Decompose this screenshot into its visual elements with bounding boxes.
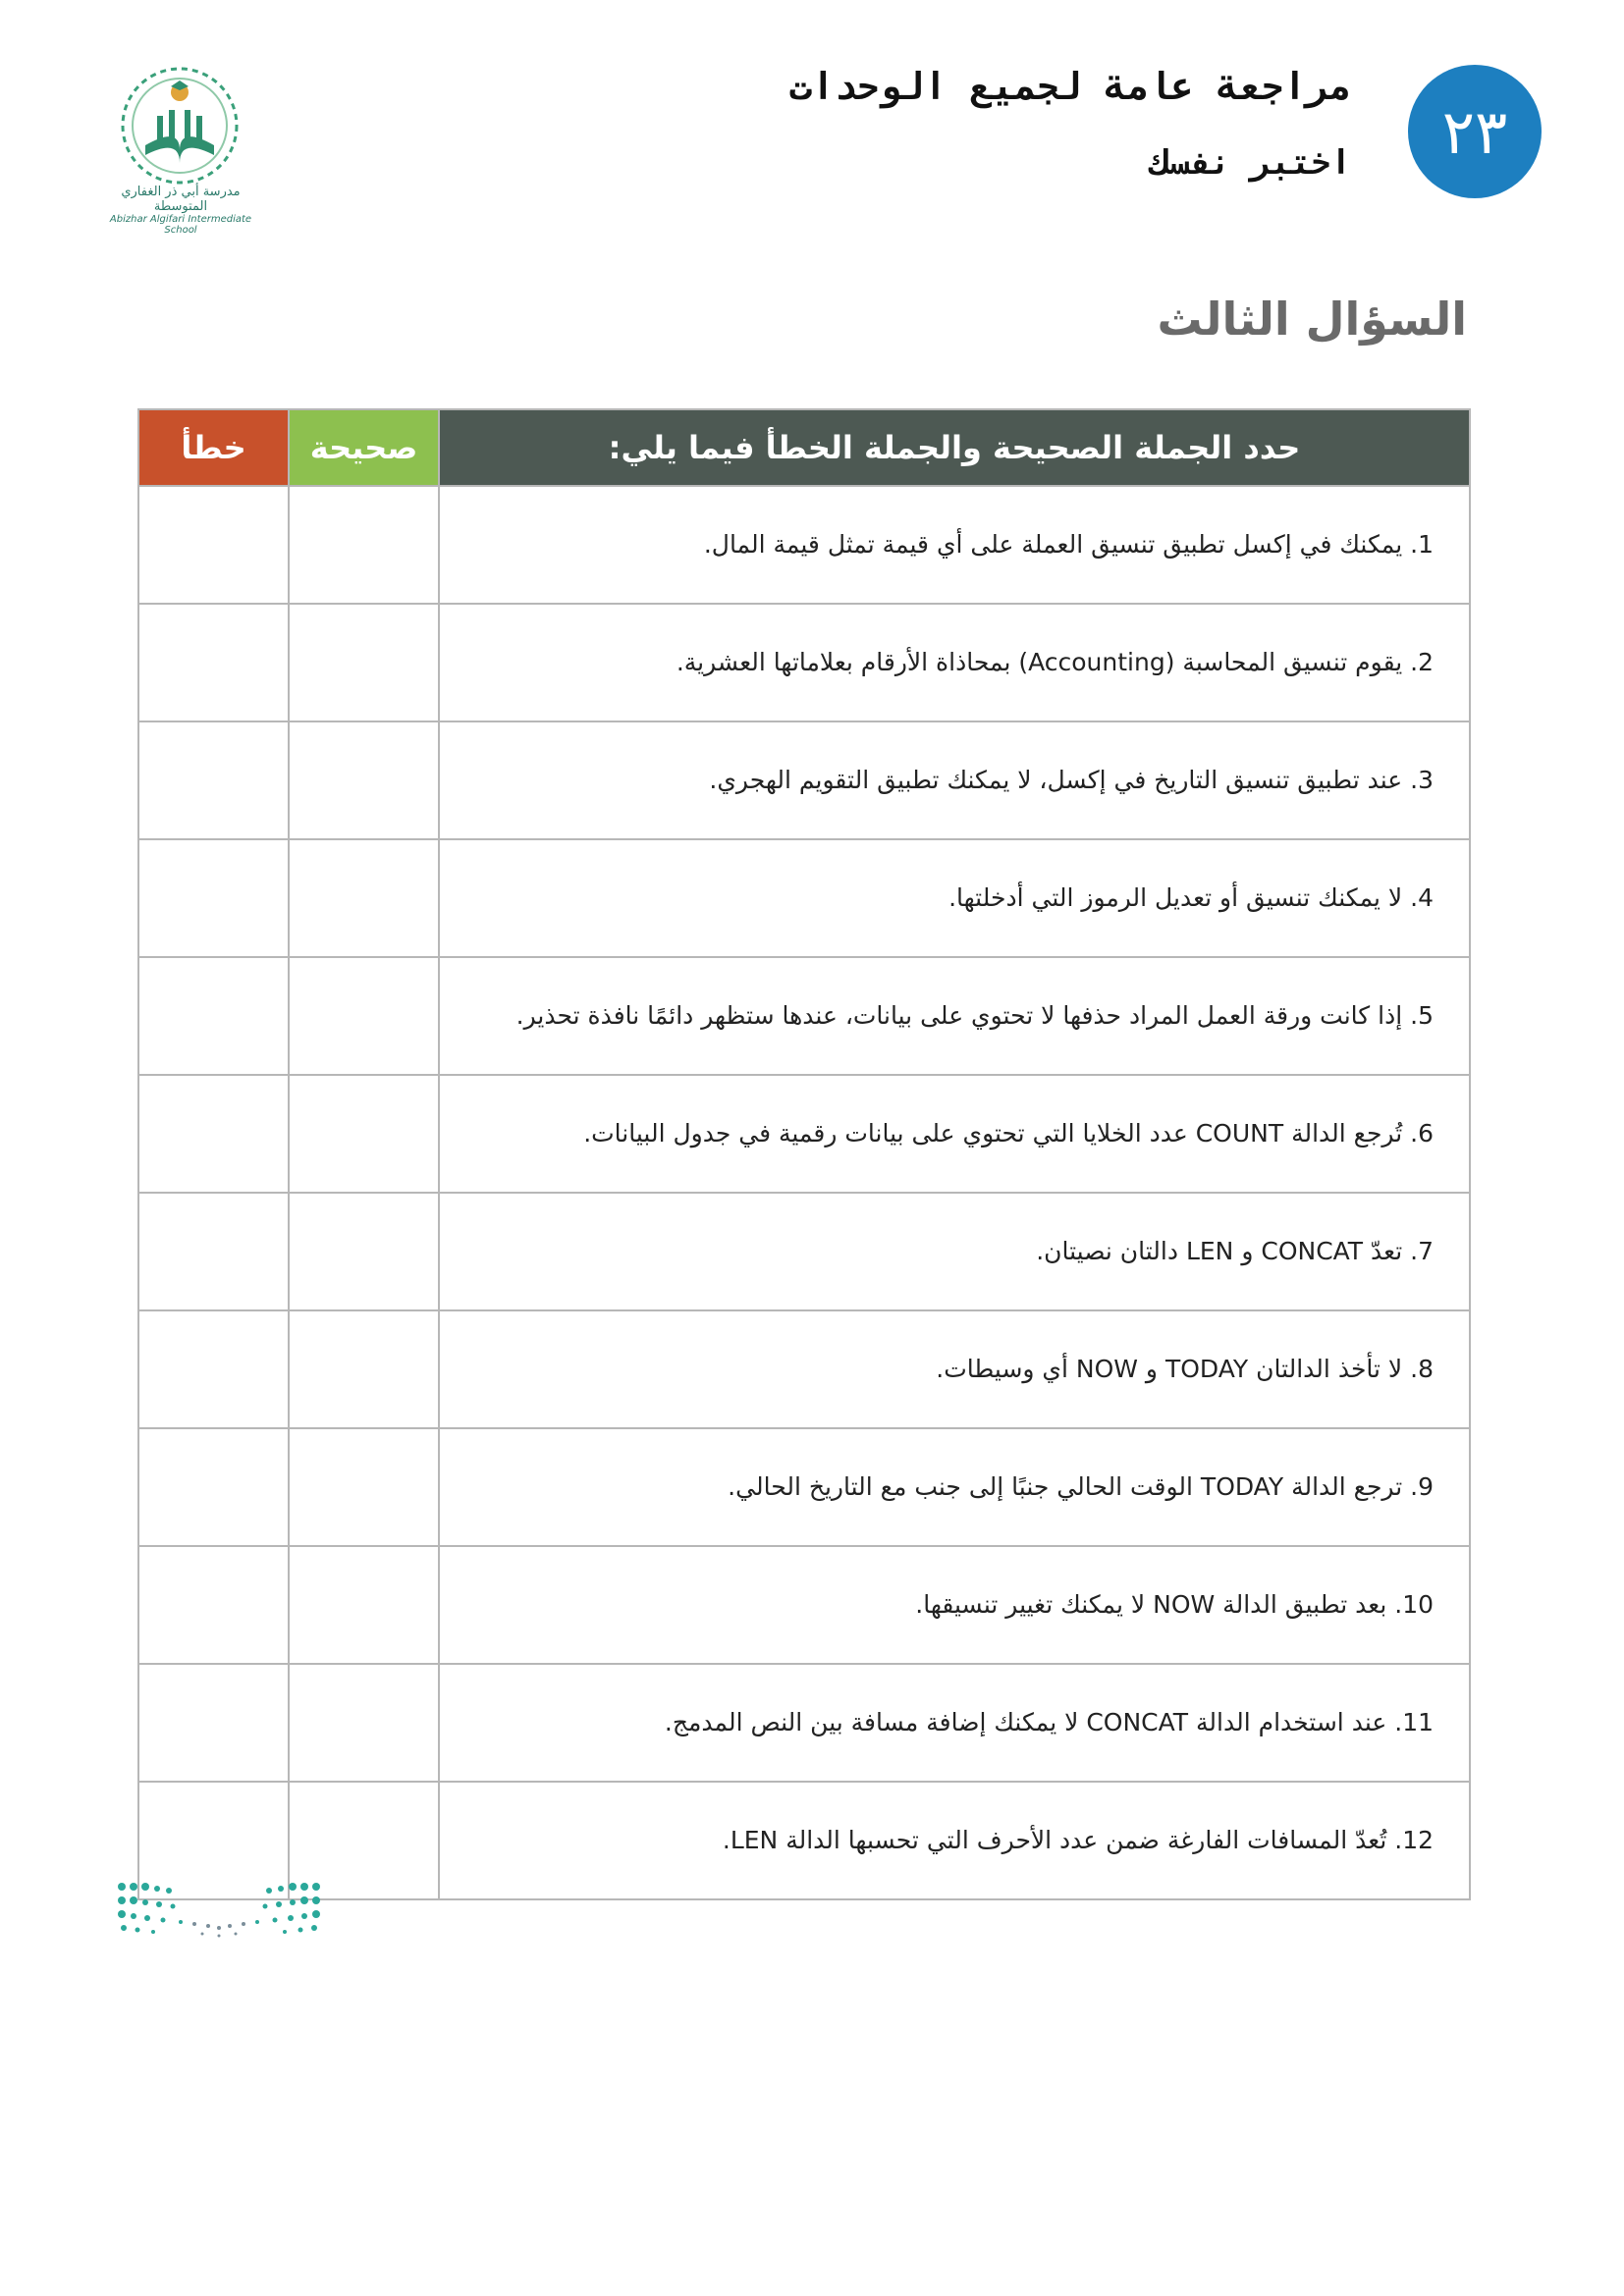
true-false-table <box>137 408 1471 1900</box>
true-answer-cell[interactable] <box>289 1310 439 1428</box>
school-name-ar: مدرسة أبي ذر الغفاري المتوسطة <box>121 185 241 214</box>
statement-text: عند تطبيق تنسيق التاريخ في إكسل، لا يمكنك تطبيق التقويم الهجري. <box>709 766 1403 794</box>
table-row <box>138 957 1470 1075</box>
statement-text: بعد تطبيق الدالة NOW لا يمكنك تغيير تنسيقها. <box>915 1590 1387 1619</box>
false-answer-cell[interactable] <box>138 1310 289 1428</box>
statement-text: يقوم تنسيق المحاسبة (Accounting) بمحاذاة الأرقام بعلاماتها العشرية. <box>676 648 1403 676</box>
statement-number: 11. <box>1394 1708 1434 1736</box>
statement-number: 3. <box>1410 766 1434 794</box>
self-test-subtitle: اختبر نفسك <box>1150 143 1351 183</box>
unit-review-title: مراجعة عامة لجميع الوحدات <box>789 65 1351 108</box>
school-name <box>94 185 267 236</box>
false-answer-cell[interactable] <box>138 721 289 839</box>
true-answer-cell[interactable] <box>289 957 439 1075</box>
true-answer-cell[interactable] <box>289 721 439 839</box>
statement-text: ترجع الدالة TODAY الوقت الحالي جنبًا إلى جنب مع التاريخ الحالي. <box>728 1472 1403 1501</box>
statement-number: 2. <box>1410 648 1434 676</box>
statement-cell <box>439 1428 1470 1546</box>
table-row <box>138 1193 1470 1310</box>
statement-number: 5. <box>1410 1001 1434 1030</box>
false-answer-cell[interactable] <box>138 957 289 1075</box>
table-row <box>138 486 1470 604</box>
false-answer-cell[interactable] <box>138 1193 289 1310</box>
table-header-row <box>138 409 1470 486</box>
statement-cell <box>439 1075 1470 1193</box>
school-logo-emblem-icon <box>106 57 253 204</box>
question-title: السؤال الثالث <box>1157 293 1467 346</box>
true-answer-cell[interactable] <box>289 1546 439 1664</box>
statement-cell <box>439 721 1470 839</box>
statement-cell <box>439 1782 1470 1899</box>
school-name-en: Abizhar Algifari Intermediate School <box>109 214 252 236</box>
false-answer-cell[interactable] <box>138 1546 289 1664</box>
statement-cell <box>439 1310 1470 1428</box>
ministry-logo <box>116 1879 322 1938</box>
table-row <box>138 1546 1470 1664</box>
statement-cell <box>439 1546 1470 1664</box>
false-answer-cell[interactable] <box>138 1075 289 1193</box>
table-row <box>138 839 1470 957</box>
statement-number: 10. <box>1394 1590 1434 1619</box>
ministry-dots-icon <box>116 1879 322 1938</box>
statement-cell <box>439 486 1470 604</box>
true-answer-cell[interactable] <box>289 1075 439 1193</box>
true-answer-cell[interactable] <box>289 604 439 721</box>
statement-text: عند استخدام الدالة CONCAT لا يمكنك إضافة مسافة بين النص المدمج. <box>664 1708 1387 1736</box>
false-answer-cell[interactable] <box>138 486 289 604</box>
table-row <box>138 1664 1470 1782</box>
table-row <box>138 1782 1470 1899</box>
table-row <box>138 1075 1470 1193</box>
statement-number: 6. <box>1410 1119 1434 1148</box>
false-answer-cell[interactable] <box>138 604 289 721</box>
false-answer-cell[interactable] <box>138 1664 289 1782</box>
statement-text: تُعدّ المسافات الفارغة ضمن عدد الأحرف التي تحسبها الدالة LEN. <box>722 1826 1387 1854</box>
true-answer-cell[interactable] <box>289 1428 439 1546</box>
statement-number: 9. <box>1410 1472 1434 1501</box>
true-column-header: صحيحة <box>289 409 439 486</box>
table-row <box>138 1310 1470 1428</box>
statement-text: تعدّ CONCAT و LEN دالتان نصيتان. <box>1036 1237 1403 1265</box>
statement-cell <box>439 604 1470 721</box>
true-answer-cell[interactable] <box>289 1664 439 1782</box>
statement-text: لا يمكنك تنسيق أو تعديل الرموز التي أدخلتها. <box>948 883 1403 912</box>
true-answer-cell[interactable] <box>289 839 439 957</box>
false-answer-cell[interactable] <box>138 1428 289 1546</box>
false-answer-cell[interactable] <box>138 839 289 957</box>
false-column-header: خطأ <box>138 409 289 486</box>
instruction-header: حدد الجملة الصحيحة والجملة الخطأ فيما يلي: <box>439 409 1470 486</box>
statement-number: 12. <box>1394 1826 1434 1854</box>
table-row <box>138 1428 1470 1546</box>
statement-number: 8. <box>1410 1355 1434 1383</box>
statement-cell <box>439 1664 1470 1782</box>
true-answer-cell[interactable] <box>289 486 439 604</box>
statement-cell <box>439 839 1470 957</box>
statement-text: تُرجع الدالة COUNT عدد الخلايا التي تحتوي على بيانات رقمية في جدول البيانات. <box>583 1119 1403 1148</box>
statement-number: 4. <box>1410 883 1434 912</box>
table-row <box>138 721 1470 839</box>
page-number-badge: ٢٣ <box>1408 65 1542 198</box>
statement-text: إذا كانت ورقة العمل المراد حذفها لا تحتوي على بيانات، عندها ستظهر دائمًا نافذة تحذير. <box>515 1001 1403 1030</box>
statement-cell <box>439 957 1470 1075</box>
statement-text: لا تأخذ الدالتان TODAY و NOW أي وسيطات. <box>936 1355 1403 1383</box>
statement-number: 7. <box>1410 1237 1434 1265</box>
statement-number: 1. <box>1410 530 1434 559</box>
statement-text: يمكنك في إكسل تطبيق تنسيق العملة على أي قيمة تمثل قيمة المال. <box>703 530 1403 559</box>
true-answer-cell[interactable] <box>289 1193 439 1310</box>
statement-cell <box>439 1193 1470 1310</box>
table-row <box>138 604 1470 721</box>
